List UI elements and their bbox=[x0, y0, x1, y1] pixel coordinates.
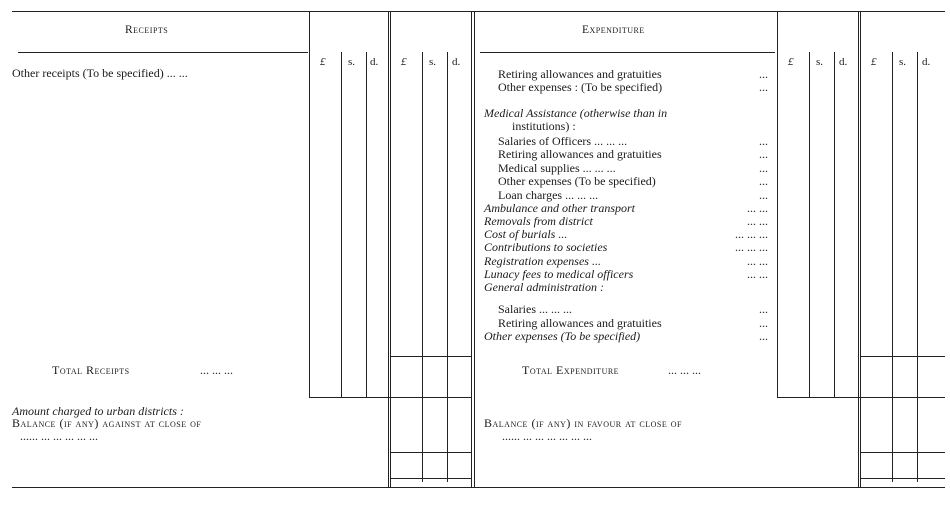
shillings-label: s. bbox=[348, 56, 356, 68]
expenditure-line-text: Other expenses (To be specified) bbox=[484, 329, 641, 343]
expenditure-line-text: Removals from district bbox=[484, 214, 593, 228]
expenditure-line-text: Retiring allowances and gratuities bbox=[498, 147, 662, 161]
total-rule bbox=[309, 397, 471, 398]
expenditure-line-dots: ... ... ... bbox=[735, 240, 768, 254]
expenditure-line-text: Retiring allowances and gratuities bbox=[498, 316, 662, 330]
total-rule bbox=[390, 356, 471, 357]
expenditure-line-text: General administration : bbox=[484, 280, 604, 294]
expenditure-line-dots: ... bbox=[759, 67, 768, 81]
expenditure-header: Expenditure bbox=[582, 24, 645, 36]
balance-against-dots: ...... ... ... ... ... ... bbox=[20, 429, 98, 443]
col-line bbox=[858, 11, 859, 487]
total-expenditure-dots: ... ... ... bbox=[668, 363, 701, 377]
expenditure-line-text: Cost of burials ... bbox=[484, 227, 568, 241]
expenditure-line-dots: ... bbox=[759, 161, 768, 175]
expenditure-line-text: Loan charges ... ... ... bbox=[498, 188, 599, 202]
divider-double bbox=[471, 11, 472, 487]
col-line bbox=[809, 52, 810, 398]
expenditure-line-dots: ... bbox=[759, 134, 768, 148]
col-line bbox=[388, 11, 389, 487]
col-line bbox=[777, 11, 778, 398]
top-rule bbox=[12, 11, 945, 12]
pence-label: d. bbox=[370, 56, 379, 68]
col-line bbox=[860, 11, 861, 487]
pence-label: d. bbox=[922, 56, 931, 68]
expenditure-line-text: Other expenses : (To be specified) bbox=[498, 80, 663, 94]
expenditure-line-text: Salaries ... ... ... bbox=[498, 302, 572, 316]
balance-rule bbox=[860, 478, 945, 479]
expenditure-line-dots: ... ... bbox=[747, 214, 768, 228]
expenditure-line-dots: ... bbox=[759, 302, 768, 316]
shillings-label: s. bbox=[899, 56, 907, 68]
bottom-rule bbox=[12, 487, 945, 488]
expenditure-line-dots: ... bbox=[759, 174, 768, 188]
balance-favour-label: Balance (if any) in favour at close of bbox=[484, 416, 682, 430]
col-line bbox=[834, 52, 835, 398]
expenditure-line-text: Registration expenses ... bbox=[484, 254, 601, 268]
total-expenditure-label: Total Expenditure bbox=[522, 363, 620, 377]
expenditure-line-text: Lunacy fees to medical officers bbox=[484, 267, 634, 281]
total-rule bbox=[860, 356, 945, 357]
expenditure-line-text: Medical supplies ... ... ... bbox=[498, 161, 616, 175]
header-rule-left bbox=[18, 52, 308, 53]
expenditure-line-text: Retiring allowances and gratuities bbox=[498, 67, 662, 81]
col-line bbox=[917, 52, 918, 482]
balance-rule bbox=[390, 478, 471, 479]
col-line bbox=[341, 52, 342, 398]
col-line bbox=[892, 52, 893, 482]
pounds-label: £ bbox=[871, 56, 877, 68]
expenditure-line-dots: ... ... bbox=[747, 201, 768, 215]
pence-label: d. bbox=[839, 56, 848, 68]
divider-double bbox=[474, 11, 475, 487]
balance-favour-dots: ...... ... ... ... ... ... ... bbox=[502, 429, 592, 443]
col-line bbox=[366, 52, 367, 398]
amount-charged-label: Amount charged to urban districts : bbox=[12, 404, 184, 418]
other-receipts-label: Other receipts (To be specified) ... ... bbox=[12, 66, 188, 80]
col-line bbox=[447, 52, 448, 482]
expenditure-line-dots: ... bbox=[759, 188, 768, 202]
col-line bbox=[422, 52, 423, 482]
expenditure-line-text: Other expenses (To be specified) bbox=[498, 174, 656, 188]
expenditure-line-dots: ... bbox=[759, 80, 768, 94]
expenditure-line-dots: ... bbox=[759, 147, 768, 161]
shillings-label: s. bbox=[816, 56, 824, 68]
header-rule-right bbox=[480, 52, 775, 53]
expenditure-line-text: Medical Assistance (otherwise than in bbox=[484, 106, 668, 120]
pounds-label: £ bbox=[788, 56, 794, 68]
col-line bbox=[309, 11, 310, 398]
expenditure-line-dots: ... bbox=[759, 329, 768, 343]
total-receipts-dots: ... ... ... bbox=[200, 363, 233, 377]
balance-rule bbox=[860, 452, 945, 453]
shillings-label: s. bbox=[429, 56, 437, 68]
col-line bbox=[390, 11, 391, 487]
total-receipts-label: Total Receipts bbox=[52, 363, 130, 377]
expenditure-line-text: Ambulance and other transport bbox=[484, 201, 635, 215]
total-rule bbox=[777, 397, 945, 398]
expenditure-line-dots: ... ... bbox=[747, 254, 768, 268]
receipts-header: Receipts bbox=[125, 24, 169, 36]
balance-against-label: Balance (if any) against at close of bbox=[12, 416, 202, 430]
balance-rule bbox=[390, 452, 471, 453]
expenditure-line-dots: ... ... bbox=[747, 267, 768, 281]
expenditure-line-dots: ... bbox=[759, 316, 768, 330]
expenditure-line-dots: ... ... ... bbox=[735, 227, 768, 241]
expenditure-line-text: Salaries of Officers ... ... ... bbox=[498, 134, 628, 148]
expenditure-line-text: Contributions to societies bbox=[484, 240, 608, 254]
pounds-label: £ bbox=[401, 56, 407, 68]
expenditure-line-text: institutions) : bbox=[512, 119, 576, 133]
pence-label: d. bbox=[452, 56, 461, 68]
pounds-label: £ bbox=[320, 56, 326, 68]
